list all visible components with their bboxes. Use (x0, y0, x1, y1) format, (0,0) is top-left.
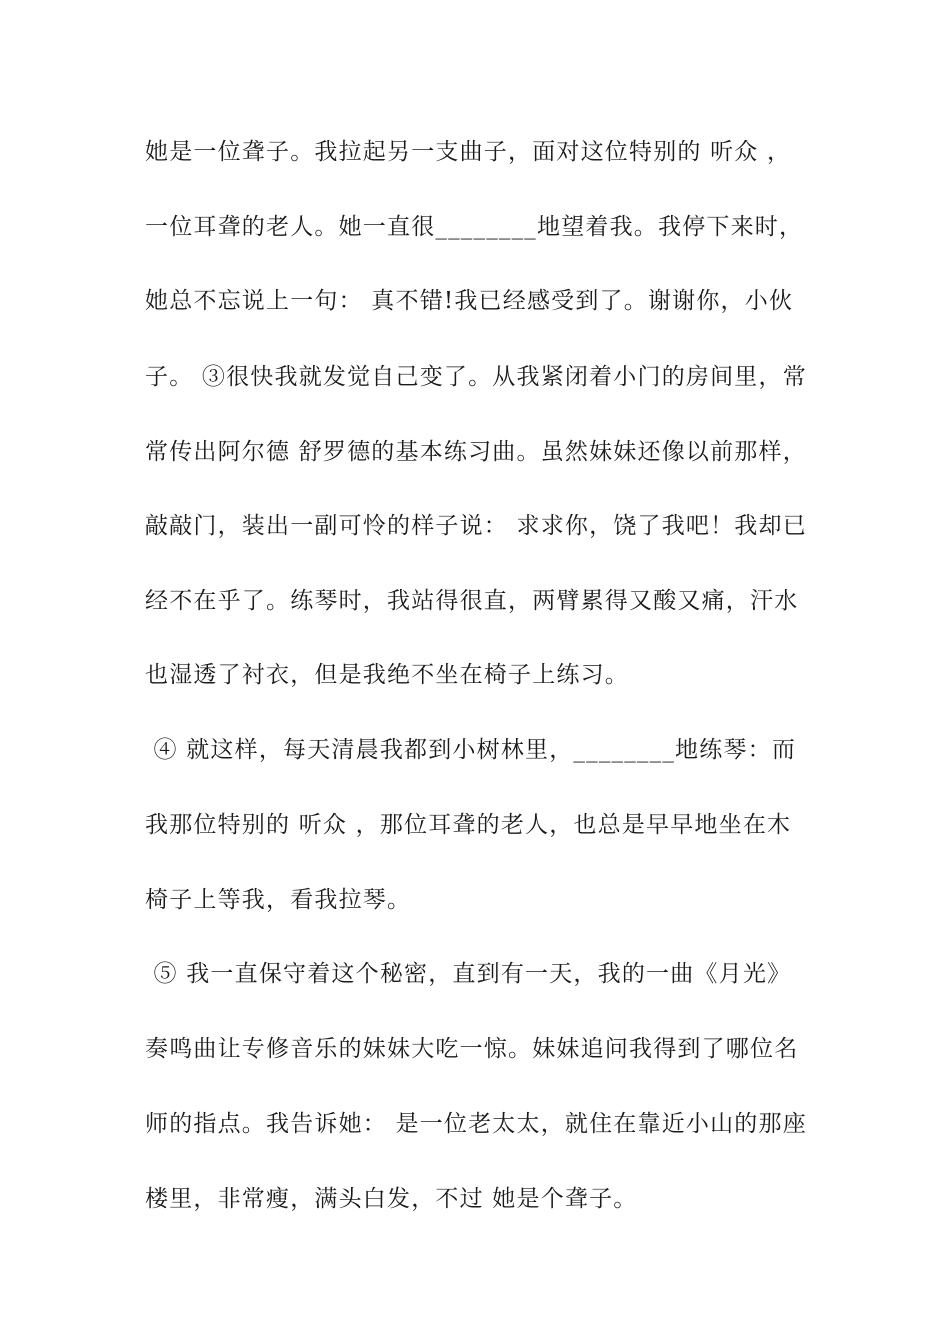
text-line-10: 我那位特别的 听众 ，那位耳聋的老人，也总是早早地坐在木 (145, 812, 792, 838)
text-line-9: ④ 就这样，每天清晨我都到小树林里，________地练琴：而 (145, 737, 797, 763)
text-line-8: 也湿透了衬衣，但是我绝不坐在椅子上练习。 (145, 662, 629, 688)
text-line-14: 师的指点。我告诉她： 是一位老太太，就住在靠近小山的那座 (145, 1111, 807, 1137)
text-line-5: 常传出阿尔德 舒罗德的基本练习曲。虽然妹妹还像以前那样， (145, 439, 807, 465)
text-line-3: 她总不忘说上一句： 真不错!我已经感受到了。谢谢你，小伙 (145, 288, 794, 314)
text-line-11: 椅子上等我，看我拉琴。 (145, 887, 412, 913)
text-line-1: 她是一位聋子。我拉起另一支曲子，面对这位特别的 听众 ， (145, 139, 792, 165)
text-line-7: 经不在乎了。练琴时，我站得很直，两臂累得又酸又痛，汗水 (145, 588, 799, 614)
text-line-2: 一位耳聋的老人。她一直很________地望着我。我停下来时， (145, 214, 804, 240)
text-line-4: 子。 ③很快我就发觉自己变了。从我紧闭着小门的房间里，常 (145, 364, 807, 390)
text-line-12: ⑤ 我一直保守着这个秘密，直到有一天，我的一曲《月光》 (145, 961, 792, 987)
text-line-6: 敲敲门，装出一副可怜的样子说： 求求你，饶了我吧！我却已 (145, 513, 807, 539)
text-line-15: 楼里，非常瘦，满头白发，不过 她是个聋子。 (145, 1186, 638, 1212)
text-line-13: 奏鸣曲让专修音乐的妹妹大吃一惊。妹妹追问我得到了哪位名 (145, 1036, 799, 1062)
